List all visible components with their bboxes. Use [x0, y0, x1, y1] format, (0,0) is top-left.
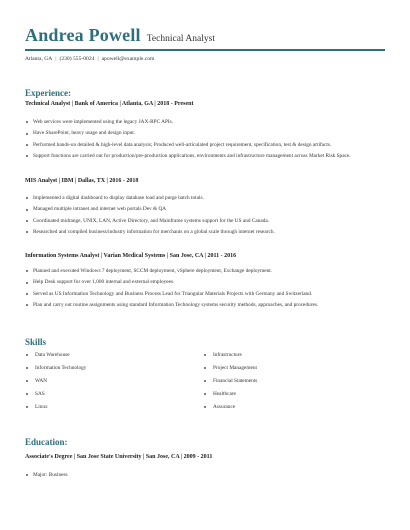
- job-bullet: Managed multiple intranet and internet web portals Dev & QA: [25, 206, 390, 217]
- education-bullet: Major: Business: [25, 472, 390, 483]
- contact-email[interactable]: apowell@example.com: [101, 56, 155, 62]
- skill-item: Infrastructure: [203, 352, 373, 365]
- skill-item: Financial Statements: [203, 378, 373, 391]
- job-bullet: Support functions are carried out for production/pre-production applications, environments and infrastructure management across Market Risk Space.: [25, 153, 390, 164]
- skill-item: Project Management: [203, 365, 373, 378]
- skill-item: Linux: [25, 404, 195, 417]
- skill-item: Information Technology: [25, 365, 195, 378]
- contact-info: [25, 56, 154, 62]
- job-bullet: Plan and carry out routine assignments using standard Information Technology systems security methods, approaches, and procedures.: [25, 302, 390, 313]
- experience-heading: Experience:: [25, 88, 71, 98]
- contact-separator: |: [55, 56, 57, 62]
- skills-list-left: [25, 352, 195, 417]
- skill-item: SAS: [25, 391, 195, 404]
- resume-header: [25, 25, 215, 47]
- job-bullet: Web services were implemented using the legacy JAX-RPC APIs.: [25, 119, 390, 130]
- candidate-title: Technical Analyst: [146, 34, 215, 44]
- skill-item: Assurance: [203, 404, 373, 417]
- job-bullet: Coordinated midrange, UNIX, LAN, Active Directory, and Mainframe systems support for the US and Canada.: [25, 218, 390, 229]
- skill-item: WAN: [25, 378, 195, 391]
- job-heading: Technical Analyst | Bank of America | Atlanta, GA | 2018 - Present: [25, 101, 194, 107]
- skills-heading: Skills: [25, 337, 47, 347]
- degree-heading: Associate's Degree | San Jose State University | San Jose, CA | 2009 - 2011: [25, 454, 213, 460]
- candidate-name: Andrea Powell: [25, 25, 141, 45]
- job-bullet: Help Desk support for over 1,000 internal and external employees.: [25, 279, 390, 290]
- skills-list-right: [203, 352, 373, 417]
- skill-item: Data Warehouse: [25, 352, 195, 365]
- skill-item: Healthcare: [203, 391, 373, 404]
- job-heading: MIS Analyst | IBM | Dallas, TX | 2016 - 2018: [25, 178, 139, 184]
- education-heading: Education:: [25, 437, 68, 447]
- header-divider: [25, 49, 385, 51]
- job-bullet-list: [25, 268, 390, 314]
- job-bullet: Planned and executed Windows 7 deployment, SCCM deployment, vSphere deployment, Exchange deployment.: [25, 268, 390, 279]
- job-bullet: Served as US Information Technology and Business Process Lead for Triangular Materials Projects with Germany and Switzerland.: [25, 291, 390, 302]
- job-bullet-list: [25, 119, 390, 165]
- contact-separator: |: [97, 56, 99, 62]
- contact-phone: (230) 555-0024: [59, 56, 95, 62]
- job-bullet: Performed hands-on detailed & high-level data analysis; Produced well-articulated project requirement, specification, test & design artifacts.: [25, 142, 390, 153]
- contact-location: Atlanta, GA: [25, 56, 53, 62]
- job-bullet: Implemented a digital dashboard to display database load and purge batch totals.: [25, 195, 390, 206]
- education-bullet-list: [25, 472, 390, 483]
- job-bullet: Researched and compiled business/industry information for merchants on a global scale through internet research.: [25, 229, 390, 240]
- job-heading: Information Systems Analyst | Varian Medical Systems | San Jose, CA | 2011 - 2016: [25, 253, 237, 259]
- job-bullet-list: [25, 195, 390, 241]
- job-bullet: Have SharePoint, heavy usage and design input.: [25, 130, 390, 141]
